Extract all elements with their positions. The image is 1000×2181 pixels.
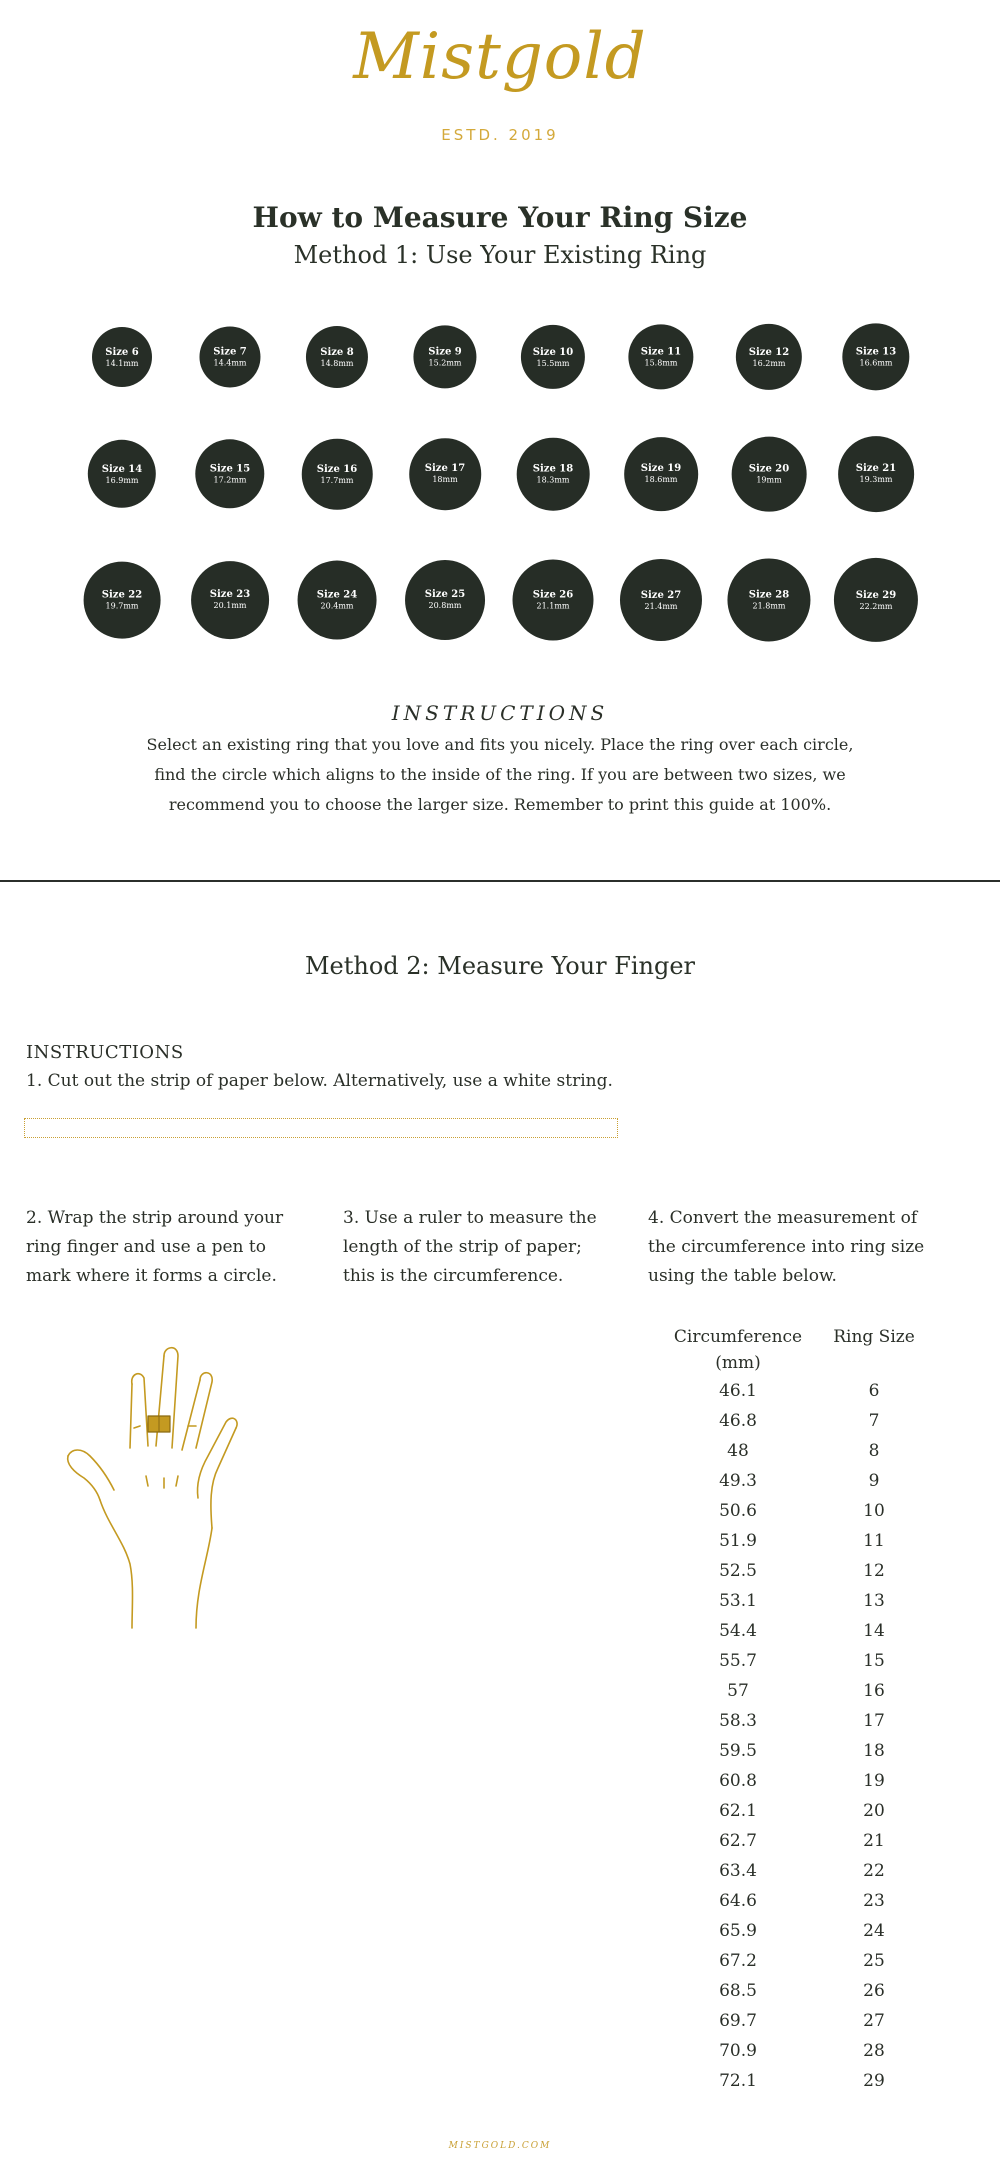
ring-size-label: Size 29 bbox=[855, 589, 897, 601]
ring-size-cell: 14 bbox=[863, 1621, 885, 1641]
ring-diameter-label: 17.2mm bbox=[213, 475, 247, 485]
ring-size-label: Size 28 bbox=[748, 589, 790, 601]
circumference-cell: 62.1 bbox=[719, 1801, 757, 1821]
table-row bbox=[668, 1436, 940, 1466]
ring-size-cell: 11 bbox=[863, 1531, 885, 1551]
table-row bbox=[668, 1616, 940, 1646]
size-conversion-table bbox=[668, 1324, 940, 2096]
ring-diameter-label: 15.8mm bbox=[644, 358, 678, 368]
table-row bbox=[668, 2036, 940, 2066]
ring-size-circle bbox=[191, 561, 269, 639]
ring-size-label: Size 25 bbox=[424, 589, 466, 601]
ring-diameter-label: 16.2mm bbox=[752, 358, 786, 368]
ring-size-circle bbox=[199, 326, 260, 387]
ring-size-cell: 20 bbox=[863, 1801, 885, 1821]
ring-size-circle bbox=[736, 324, 802, 390]
ring-size-cell: 12 bbox=[863, 1561, 885, 1581]
ring-size-cell: 25 bbox=[863, 1951, 885, 1971]
ring-diameter-label: 21.8mm bbox=[752, 601, 786, 611]
ring-diameter-label: 16.6mm bbox=[859, 358, 893, 368]
ring-size-label: Size 15 bbox=[209, 463, 251, 475]
circumference-cell: 69.7 bbox=[719, 2011, 757, 2031]
ring-size-cell: 15 bbox=[863, 1651, 885, 1671]
table-row bbox=[668, 1646, 940, 1676]
ring-diameter-label: 19mm bbox=[756, 475, 782, 485]
ring-size-circle bbox=[195, 439, 264, 508]
ring-size-label: Size 10 bbox=[532, 346, 574, 358]
table-row bbox=[668, 1556, 940, 1586]
table-row bbox=[668, 1586, 940, 1616]
ring-size-label: Size 17 bbox=[424, 463, 466, 475]
table-row bbox=[668, 1916, 940, 1946]
ring-size-cell: 18 bbox=[863, 1741, 885, 1761]
ring-diameter-label: 18.3mm bbox=[536, 475, 570, 485]
circumference-cell: 58.3 bbox=[719, 1711, 757, 1731]
circumference-cell: 70.9 bbox=[719, 2041, 757, 2061]
ring-diameter-label: 15.5mm bbox=[536, 358, 570, 368]
ring-size-cell: 27 bbox=[863, 2011, 885, 2031]
table-header bbox=[668, 1324, 940, 1376]
ring-diameter-label: 18mm bbox=[432, 475, 458, 485]
circumference-cell: 67.2 bbox=[719, 1951, 757, 1971]
ring-size-circle bbox=[409, 438, 481, 510]
ring-size-circle bbox=[628, 324, 693, 389]
ring-size-circle bbox=[624, 437, 698, 511]
ring-size-label: Size 11 bbox=[640, 346, 682, 358]
table-body bbox=[668, 1376, 940, 2096]
method1-title: Method 1: Use Your Existing Ring bbox=[293, 241, 707, 269]
ring-diameter-label: 14.1mm bbox=[105, 358, 139, 368]
page-title: How to Measure Your Ring Size bbox=[252, 201, 748, 234]
ring-size-cell: 19 bbox=[863, 1771, 885, 1791]
ring-size-circle bbox=[405, 560, 485, 640]
table-row bbox=[668, 1466, 940, 1496]
method2-step2: 2. Wrap the strip around your ring finger and use a pen to mark where it forms a circle. bbox=[26, 1208, 284, 1286]
table-header-ring-size: Ring Size bbox=[833, 1327, 915, 1347]
ring-size-cell: 26 bbox=[863, 1981, 885, 2001]
ring-size-label: Size 14 bbox=[101, 463, 143, 475]
ring-size-label: Size 7 bbox=[213, 346, 247, 358]
circumference-cell: 49.3 bbox=[719, 1471, 757, 1491]
footer-url: MISTGOLD.COM bbox=[448, 2141, 552, 2151]
ring-size-label: Size 9 bbox=[428, 346, 462, 358]
table-row bbox=[668, 1376, 940, 1406]
ring-diameter-label: 15.2mm bbox=[428, 358, 462, 368]
table-row bbox=[668, 1736, 940, 1766]
circumference-cell: 50.6 bbox=[719, 1501, 757, 1521]
circumference-cell: 63.4 bbox=[719, 1861, 757, 1881]
ring-size-label: Size 22 bbox=[101, 589, 143, 601]
ring-size-cell: 10 bbox=[863, 1501, 885, 1521]
section-divider bbox=[0, 880, 1000, 882]
ring-size-circle bbox=[521, 325, 585, 389]
ring-size-cell: 7 bbox=[868, 1411, 880, 1431]
table-header-circumference: Circumference (mm) bbox=[673, 1327, 803, 1373]
table-row bbox=[668, 2006, 940, 2036]
circumference-cell: 48 bbox=[727, 1441, 749, 1461]
ring-size-circle bbox=[298, 561, 377, 640]
ring-size-circle bbox=[727, 558, 810, 641]
table-row bbox=[668, 1946, 940, 1976]
circumference-cell: 68.5 bbox=[719, 1981, 757, 2001]
ring-size-label: Size 21 bbox=[855, 463, 897, 475]
ring-diameter-label: 14.8mm bbox=[320, 358, 354, 368]
table-row bbox=[668, 1826, 940, 1856]
ring-size-cell: 29 bbox=[863, 2071, 885, 2091]
circumference-cell: 57 bbox=[727, 1681, 749, 1701]
table-row bbox=[668, 1406, 940, 1436]
ring-diameter-label: 21.4mm bbox=[644, 601, 678, 611]
ring-size-cell: 22 bbox=[863, 1861, 885, 1881]
ring-diameter-label: 19.7mm bbox=[105, 601, 139, 611]
table-row bbox=[668, 1766, 940, 1796]
ring-size-circle bbox=[302, 439, 373, 510]
circumference-cell: 55.7 bbox=[719, 1651, 757, 1671]
ring-diameter-label: 16.9mm bbox=[105, 475, 139, 485]
ring-size-circle bbox=[834, 558, 918, 642]
ring-diameter-label: 21.1mm bbox=[536, 601, 570, 611]
ring-size-cell: 17 bbox=[863, 1711, 885, 1731]
table-row bbox=[668, 1886, 940, 1916]
circumference-cell: 59.5 bbox=[719, 1741, 757, 1761]
circumference-cell: 51.9 bbox=[719, 1531, 757, 1551]
ring-diameter-label: 19.3mm bbox=[859, 475, 893, 485]
ring-size-label: Size 16 bbox=[316, 463, 358, 475]
method2-instructions-heading: INSTRUCTIONS bbox=[26, 1042, 184, 1063]
ring-size-label: Size 20 bbox=[748, 463, 790, 475]
hand-with-ring-illustration bbox=[60, 1328, 260, 1648]
table-row bbox=[668, 1496, 940, 1526]
method1-instructions-text: Select an existing ring that you love and fits you nicely. Place the ring over each circle, find the circle which aligns to the inside of the ring. If you are between two sizes, we recommend you to choose the larger size. Remember to print this guide at 100%. bbox=[146, 735, 854, 814]
ring-size-circle bbox=[88, 440, 156, 508]
ring-size-label: Size 8 bbox=[320, 346, 354, 358]
ring-size-label: Size 26 bbox=[532, 589, 574, 601]
circumference-cell: 53.1 bbox=[719, 1591, 757, 1611]
circumference-cell: 72.1 bbox=[719, 2071, 757, 2091]
brand-established: ESTD. 2019 bbox=[441, 126, 559, 144]
method1-instructions-heading: INSTRUCTIONS bbox=[391, 701, 609, 725]
ring-size-circle bbox=[838, 436, 914, 512]
circumference-cell: 65.9 bbox=[719, 1921, 757, 1941]
ring-size-circle bbox=[517, 438, 590, 511]
circumference-cell: 46.1 bbox=[719, 1381, 757, 1401]
method2-step1: 1. Cut out the strip of paper below. Alternatively, use a white string. bbox=[26, 1071, 613, 1091]
ring-diameter-label: 22.2mm bbox=[859, 601, 893, 611]
paper-strip-cutout bbox=[24, 1118, 618, 1138]
ring-diameter-label: 20.8mm bbox=[428, 601, 462, 611]
table-row bbox=[668, 1976, 940, 2006]
ring-size-circle bbox=[620, 559, 702, 641]
circumference-cell: 62.7 bbox=[719, 1831, 757, 1851]
ring-size-cell: 23 bbox=[863, 1891, 885, 1911]
circumference-cell: 46.8 bbox=[719, 1411, 757, 1431]
ring-size-label: Size 12 bbox=[748, 346, 790, 358]
ring-size-cell: 6 bbox=[868, 1381, 880, 1401]
ring-size-label: Size 27 bbox=[640, 589, 682, 601]
circumference-cell: 52.5 bbox=[719, 1561, 757, 1581]
circumference-cell: 54.4 bbox=[719, 1621, 757, 1641]
ring-size-circle bbox=[842, 323, 909, 390]
ring-size-circle bbox=[306, 326, 368, 388]
ring-diameter-label: 20.1mm bbox=[213, 601, 247, 611]
ring-size-label: Size 13 bbox=[855, 346, 897, 358]
ring-size-circle bbox=[513, 560, 594, 641]
circumference-cell: 60.8 bbox=[719, 1771, 757, 1791]
ring-size-label: Size 18 bbox=[532, 463, 574, 475]
table-row bbox=[668, 1676, 940, 1706]
ring-size-cell: 9 bbox=[868, 1471, 880, 1491]
circumference-cell: 64.6 bbox=[719, 1891, 757, 1911]
ring-size-cell: 13 bbox=[863, 1591, 885, 1611]
ring-size-circle bbox=[92, 327, 152, 387]
brand-logo: Mistgold bbox=[353, 20, 647, 94]
ring-diameter-label: 17.7mm bbox=[320, 475, 354, 485]
method2-title: Method 2: Measure Your Finger bbox=[304, 952, 696, 980]
ring-size-circle bbox=[732, 437, 807, 512]
table-row bbox=[668, 1526, 940, 1556]
ring-size-circle bbox=[84, 562, 161, 639]
ring-size-label: Size 24 bbox=[316, 589, 358, 601]
ring-diameter-label: 14.4mm bbox=[213, 358, 247, 368]
ring-size-cell: 24 bbox=[863, 1921, 885, 1941]
ring-size-label: Size 23 bbox=[209, 589, 251, 601]
ring-diameter-label: 20.4mm bbox=[320, 601, 354, 611]
table-row bbox=[668, 1796, 940, 1826]
ring-size-cell: 8 bbox=[868, 1441, 880, 1461]
ring-size-cell: 28 bbox=[863, 2041, 885, 2061]
ring-size-label: Size 6 bbox=[105, 346, 139, 358]
ring-size-cell: 21 bbox=[863, 1831, 885, 1851]
method2-step3: 3. Use a ruler to measure the length of the strip of paper; this is the circumference. bbox=[343, 1208, 597, 1286]
ring-diameter-label: 18.6mm bbox=[644, 475, 678, 485]
table-row bbox=[668, 1856, 940, 1886]
ring-size-circle bbox=[413, 325, 476, 388]
ring-size-cell: 16 bbox=[863, 1681, 885, 1701]
method2-step4: 4. Convert the measurement of the circumference into ring size using the table below. bbox=[648, 1208, 925, 1286]
ring-size-label: Size 19 bbox=[640, 463, 682, 475]
table-row bbox=[668, 1706, 940, 1736]
table-row bbox=[668, 2066, 940, 2096]
